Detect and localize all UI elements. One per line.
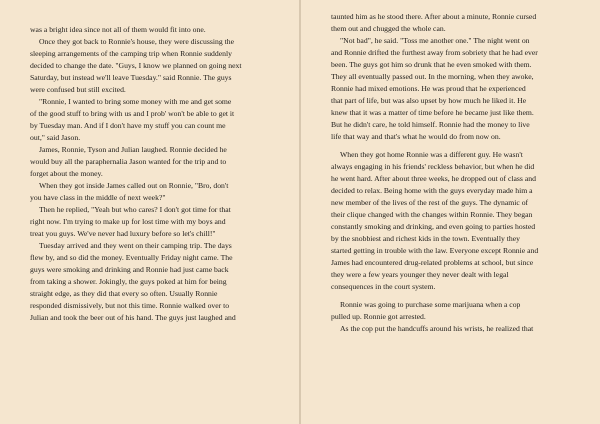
- text-line: that part of life, but was also upset by how much he liked it. He: [331, 96, 527, 105]
- left-page: [0, 0, 299, 424]
- text-line: they were a few years younger they never dealt with legal: [331, 270, 509, 279]
- text-line: he went hard. After about three weeks, he dropped out of class and: [331, 174, 536, 183]
- text-line: their clique changed with the changes within Ronnie. They began: [331, 210, 533, 219]
- text-line: Then he replied, "Yeah but who cares? I don't got time for that: [39, 205, 231, 214]
- text-line: But he didn't care, he told himself. Ronnie had the money to live: [331, 120, 530, 129]
- text-line: When they got inside James called out on Ronnie, "Bro, don't: [39, 181, 229, 190]
- text-line: of the good stuff to bring with us and I prob' won't be able to get it: [30, 109, 235, 118]
- text-line: straight edge, as they did that every so often. Usually Ronnie: [30, 289, 218, 298]
- text-line: always engaging in his friends' reckless behavior, but when he did: [331, 162, 535, 171]
- text-line: new member of the lives of the rest of the guys. The dynamic of: [331, 198, 529, 207]
- text-line: and Ronnie drifted the furthest away from sobriety that he had ever: [331, 48, 538, 57]
- text-line: by Tuesday man. And if I don't have my stuff you can count me: [30, 121, 226, 130]
- text-line: "Not bad", he said. "Toss me another one." The night went on: [340, 36, 530, 45]
- text-line: was a bright idea since not all of them would fit into one.: [30, 25, 206, 34]
- text-line: James, Ronnie, Tyson and Julian laughed. Ronnie decided he: [39, 145, 227, 154]
- text-line: "Ronnie, I wanted to bring some money with me and get some: [39, 97, 232, 106]
- text-line: consequences in the court system.: [331, 282, 436, 291]
- text-line: Once they got back to Ronnie's house, they were discussing the: [39, 37, 235, 46]
- text-line: As the cop put the handcuffs around his wrists, he realized that: [340, 324, 534, 333]
- text-line: Tuesday arrived and they went on their camping trip. The days: [39, 241, 232, 250]
- text-line: They all eventually passed out. In the morning, when they awoke,: [331, 72, 534, 81]
- text-line: you have class in the middle of next week?": [30, 193, 166, 202]
- text-line: Ronnie had mixed emotions. He was proud that he experienced: [331, 84, 526, 93]
- text-line: treat you guys. We've never had luxury before so let's chill!": [30, 229, 216, 238]
- text-line: guys were smoking and drinking and Ronnie had just came back: [30, 265, 229, 274]
- text-line: pulled up. Ronnie got arrested.: [331, 312, 426, 321]
- text-line: Saturday, but instead we'll leave Tuesday." said Ronnie. The guys: [30, 73, 232, 82]
- text-line: knew that it was a matter of time before he became just like them.: [331, 108, 534, 117]
- text-line: started getting in trouble with the law. Everyone except Ronnie and: [331, 246, 539, 255]
- text-line: from taking a shower. Jokingly, the guys poked at him for being: [30, 277, 227, 286]
- text-line: them out and chugged the whole can.: [331, 24, 446, 33]
- text-line: were confused but still excited.: [30, 85, 126, 94]
- text-line: taunted him as he stood there. After about a minute, Ronnie cursed: [331, 12, 537, 21]
- text-line: constantly smoking and drinking, and even going to parties hosted: [331, 222, 536, 231]
- text-line: responded dismissively, but not this time. Ronnie walked over to: [30, 301, 230, 310]
- text-line: been. The guys got him so drunk that he even smoked with them.: [331, 60, 532, 69]
- text-line: James had encountered drug-related problems at school, but since: [331, 258, 534, 267]
- text-line: out," said Jason.: [30, 133, 81, 142]
- text-line: flew by, and so did the money. Eventually Friday night came. The: [30, 253, 233, 262]
- text-line: forget about the money.: [30, 169, 103, 178]
- text-line: decided to relax. Being home with the guys everyday made him a: [331, 186, 533, 195]
- text-line: When they got home Ronnie was a different guy. He wasn't: [340, 150, 523, 159]
- right-page: [301, 0, 600, 424]
- text-line: sleeping arrangements of the camping trip when Ronnie suddenly: [30, 49, 232, 58]
- text-line: would buy all the paraphernalia Jason wanted for the trip and to: [30, 157, 227, 166]
- text-line: right now. I'm trying to make up for lost time with my boys and: [30, 217, 226, 226]
- text-line: life that way and that's what he would do from now on.: [331, 132, 501, 141]
- text-line: decided to change the date. "Guys, I know we planned on going next: [30, 61, 242, 70]
- text-line: by the snobbiest and richest kids in the town. Eventually they: [331, 234, 520, 243]
- text-line: Ronnie was going to purchase some marijuana when a cop: [340, 300, 521, 309]
- text-line: Julian and took the beer out of his hand. The guys just laughed and: [30, 313, 236, 322]
